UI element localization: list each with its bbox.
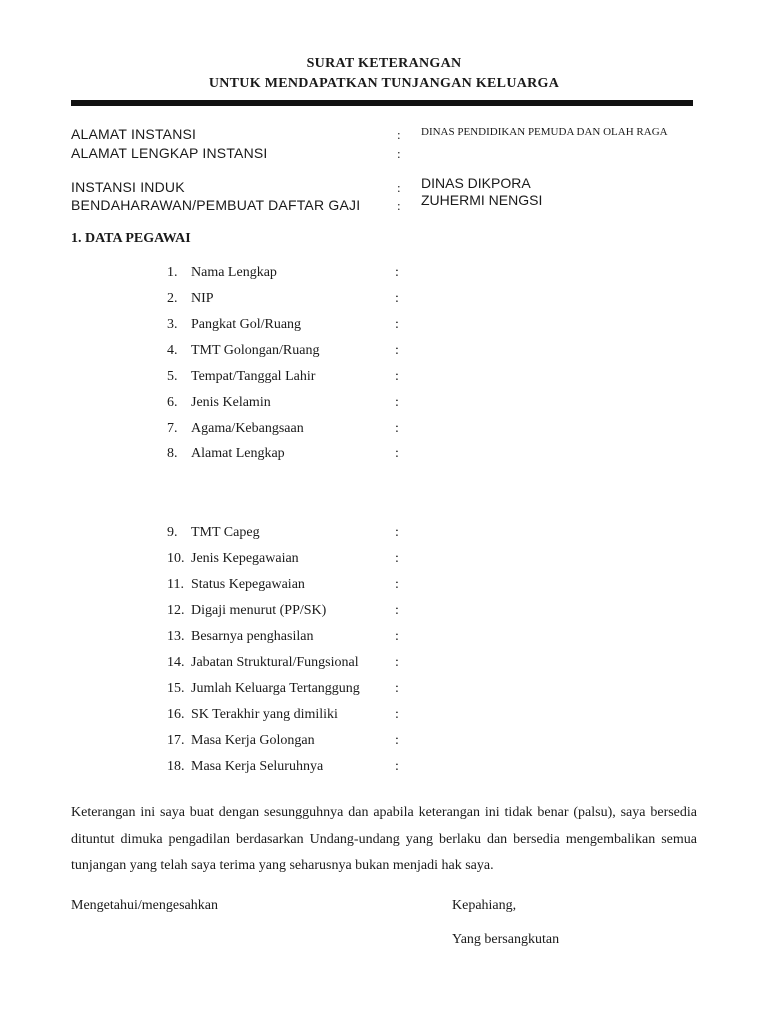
item-label: Masa Kerja Seluruhnya	[191, 759, 324, 774]
item-colon: :	[395, 733, 399, 748]
item-label: NIP	[191, 291, 214, 306]
item-colon: :	[395, 655, 399, 670]
item-label: Nama Lengkap	[191, 265, 277, 280]
list-item	[167, 655, 407, 675]
instansi-induk-colon: :	[397, 180, 401, 195]
item-number: 8.	[167, 446, 178, 461]
list-item	[167, 446, 407, 466]
item-number: 5.	[167, 369, 178, 384]
instansi-induk-label: INSTANSI INDUK	[71, 179, 185, 195]
list-item	[167, 681, 407, 701]
list-item	[167, 525, 407, 545]
item-number: 16.	[167, 707, 185, 722]
list-item	[167, 265, 407, 285]
list-item	[167, 551, 407, 571]
approval-label: Mengetahui/mengesahkan	[71, 898, 218, 913]
list-item	[167, 291, 407, 311]
item-colon: :	[395, 707, 399, 722]
item-number: 13.	[167, 629, 185, 644]
list-item	[167, 317, 407, 337]
item-colon: :	[395, 343, 399, 358]
item-number: 17.	[167, 733, 185, 748]
item-label: Masa Kerja Golongan	[191, 733, 315, 748]
item-label: Status Kepegawaian	[191, 577, 305, 592]
alamat-instansi-colon: :	[397, 127, 401, 142]
alamat-lengkap-colon: :	[397, 146, 401, 161]
list-item	[167, 395, 407, 415]
item-label: Pangkat Gol/Ruang	[191, 317, 302, 332]
instansi-induk-value: DINAS DIKPORA	[421, 175, 531, 191]
item-label: TMT Capeg	[191, 525, 260, 540]
list-item	[167, 629, 407, 649]
signatory-label: Yang bersangkutan	[452, 932, 560, 947]
item-number: 14.	[167, 655, 185, 670]
item-colon: :	[395, 317, 399, 332]
item-number: 7.	[167, 421, 178, 436]
title-divider	[71, 100, 693, 106]
alamat-lengkap-label: ALAMAT LENGKAP INSTANSI	[71, 145, 268, 161]
item-label: Jenis Kepegawaian	[191, 551, 299, 566]
item-number: 1.	[167, 265, 178, 280]
bendaharawan-colon: :	[397, 198, 401, 213]
item-colon: :	[395, 759, 399, 774]
list-item	[167, 707, 407, 727]
item-colon: :	[395, 369, 399, 384]
item-label: Jumlah Keluarga Tertanggung	[191, 681, 360, 696]
item-label: Digaji menurut (PP/SK)	[191, 603, 327, 618]
item-colon: :	[395, 577, 399, 592]
item-label: Besarnya penghasilan	[191, 629, 314, 644]
item-label: SK Terakhir yang dimiliki	[191, 707, 338, 722]
bendaharawan-value: ZUHERMI NENGSI	[421, 192, 543, 208]
item-colon: :	[395, 265, 399, 280]
document-subtitle: UNTUK MENDAPATKAN TUNJANGAN KELUARGA	[208, 76, 560, 91]
list-item	[167, 603, 407, 623]
item-label: Jenis Kelamin	[191, 395, 271, 410]
item-colon: :	[395, 446, 399, 461]
item-label: Tempat/Tanggal Lahir	[191, 369, 316, 384]
item-number: 11.	[167, 577, 184, 592]
statement-paragraph: Keterangan ini saya buat dengan sesungguhnya dan apabila keterangan ini tidak benar (palsu), saya bersedia dituntut dimuka pengadilan berdasarkan Undang-undang yang berlaku dan bersedia mengembalikan semua tunjangan yang telah saya terima yang seharusnya bukan menjadi hak saya.	[71, 805, 697, 873]
item-colon: :	[395, 525, 399, 540]
document-title: SURAT KETERANGAN	[306, 56, 462, 71]
item-colon: :	[395, 395, 399, 410]
item-label: Alamat Lengkap	[191, 446, 285, 461]
list-item	[167, 733, 407, 753]
item-colon: :	[395, 603, 399, 618]
item-number: 10.	[167, 551, 185, 566]
item-number: 15.	[167, 681, 185, 696]
item-label: Jabatan Struktural/Fungsional	[191, 655, 359, 670]
item-number: 4.	[167, 343, 178, 358]
item-number: 18.	[167, 759, 185, 774]
item-colon: :	[395, 291, 399, 306]
item-label: TMT Golongan/Ruang	[191, 343, 320, 358]
alamat-instansi-label: ALAMAT INSTANSI	[71, 126, 197, 142]
item-colon: :	[395, 551, 399, 566]
item-number: 6.	[167, 395, 178, 410]
item-colon: :	[395, 629, 399, 644]
item-label: Agama/Kebangsaan	[191, 421, 304, 436]
item-colon: :	[395, 681, 399, 696]
item-number: 12.	[167, 603, 185, 618]
alamat-instansi-value: DINAS PENDIDIKAN PEMUDA DAN OLAH RAGA	[421, 126, 668, 138]
section-heading: 1. DATA PEGAWAI	[71, 231, 191, 246]
list-item	[167, 577, 407, 597]
place-date-label: Kepahiang,	[452, 898, 517, 913]
list-item	[167, 421, 407, 441]
item-number: 2.	[167, 291, 178, 306]
item-number: 3.	[167, 317, 178, 332]
bendaharawan-label: BENDAHARAWAN/PEMBUAT DAFTAR GAJI	[71, 197, 361, 213]
item-number: 9.	[167, 525, 178, 540]
list-item	[167, 369, 407, 389]
list-item	[167, 343, 407, 363]
list-item	[167, 759, 407, 779]
item-colon: :	[395, 421, 399, 436]
